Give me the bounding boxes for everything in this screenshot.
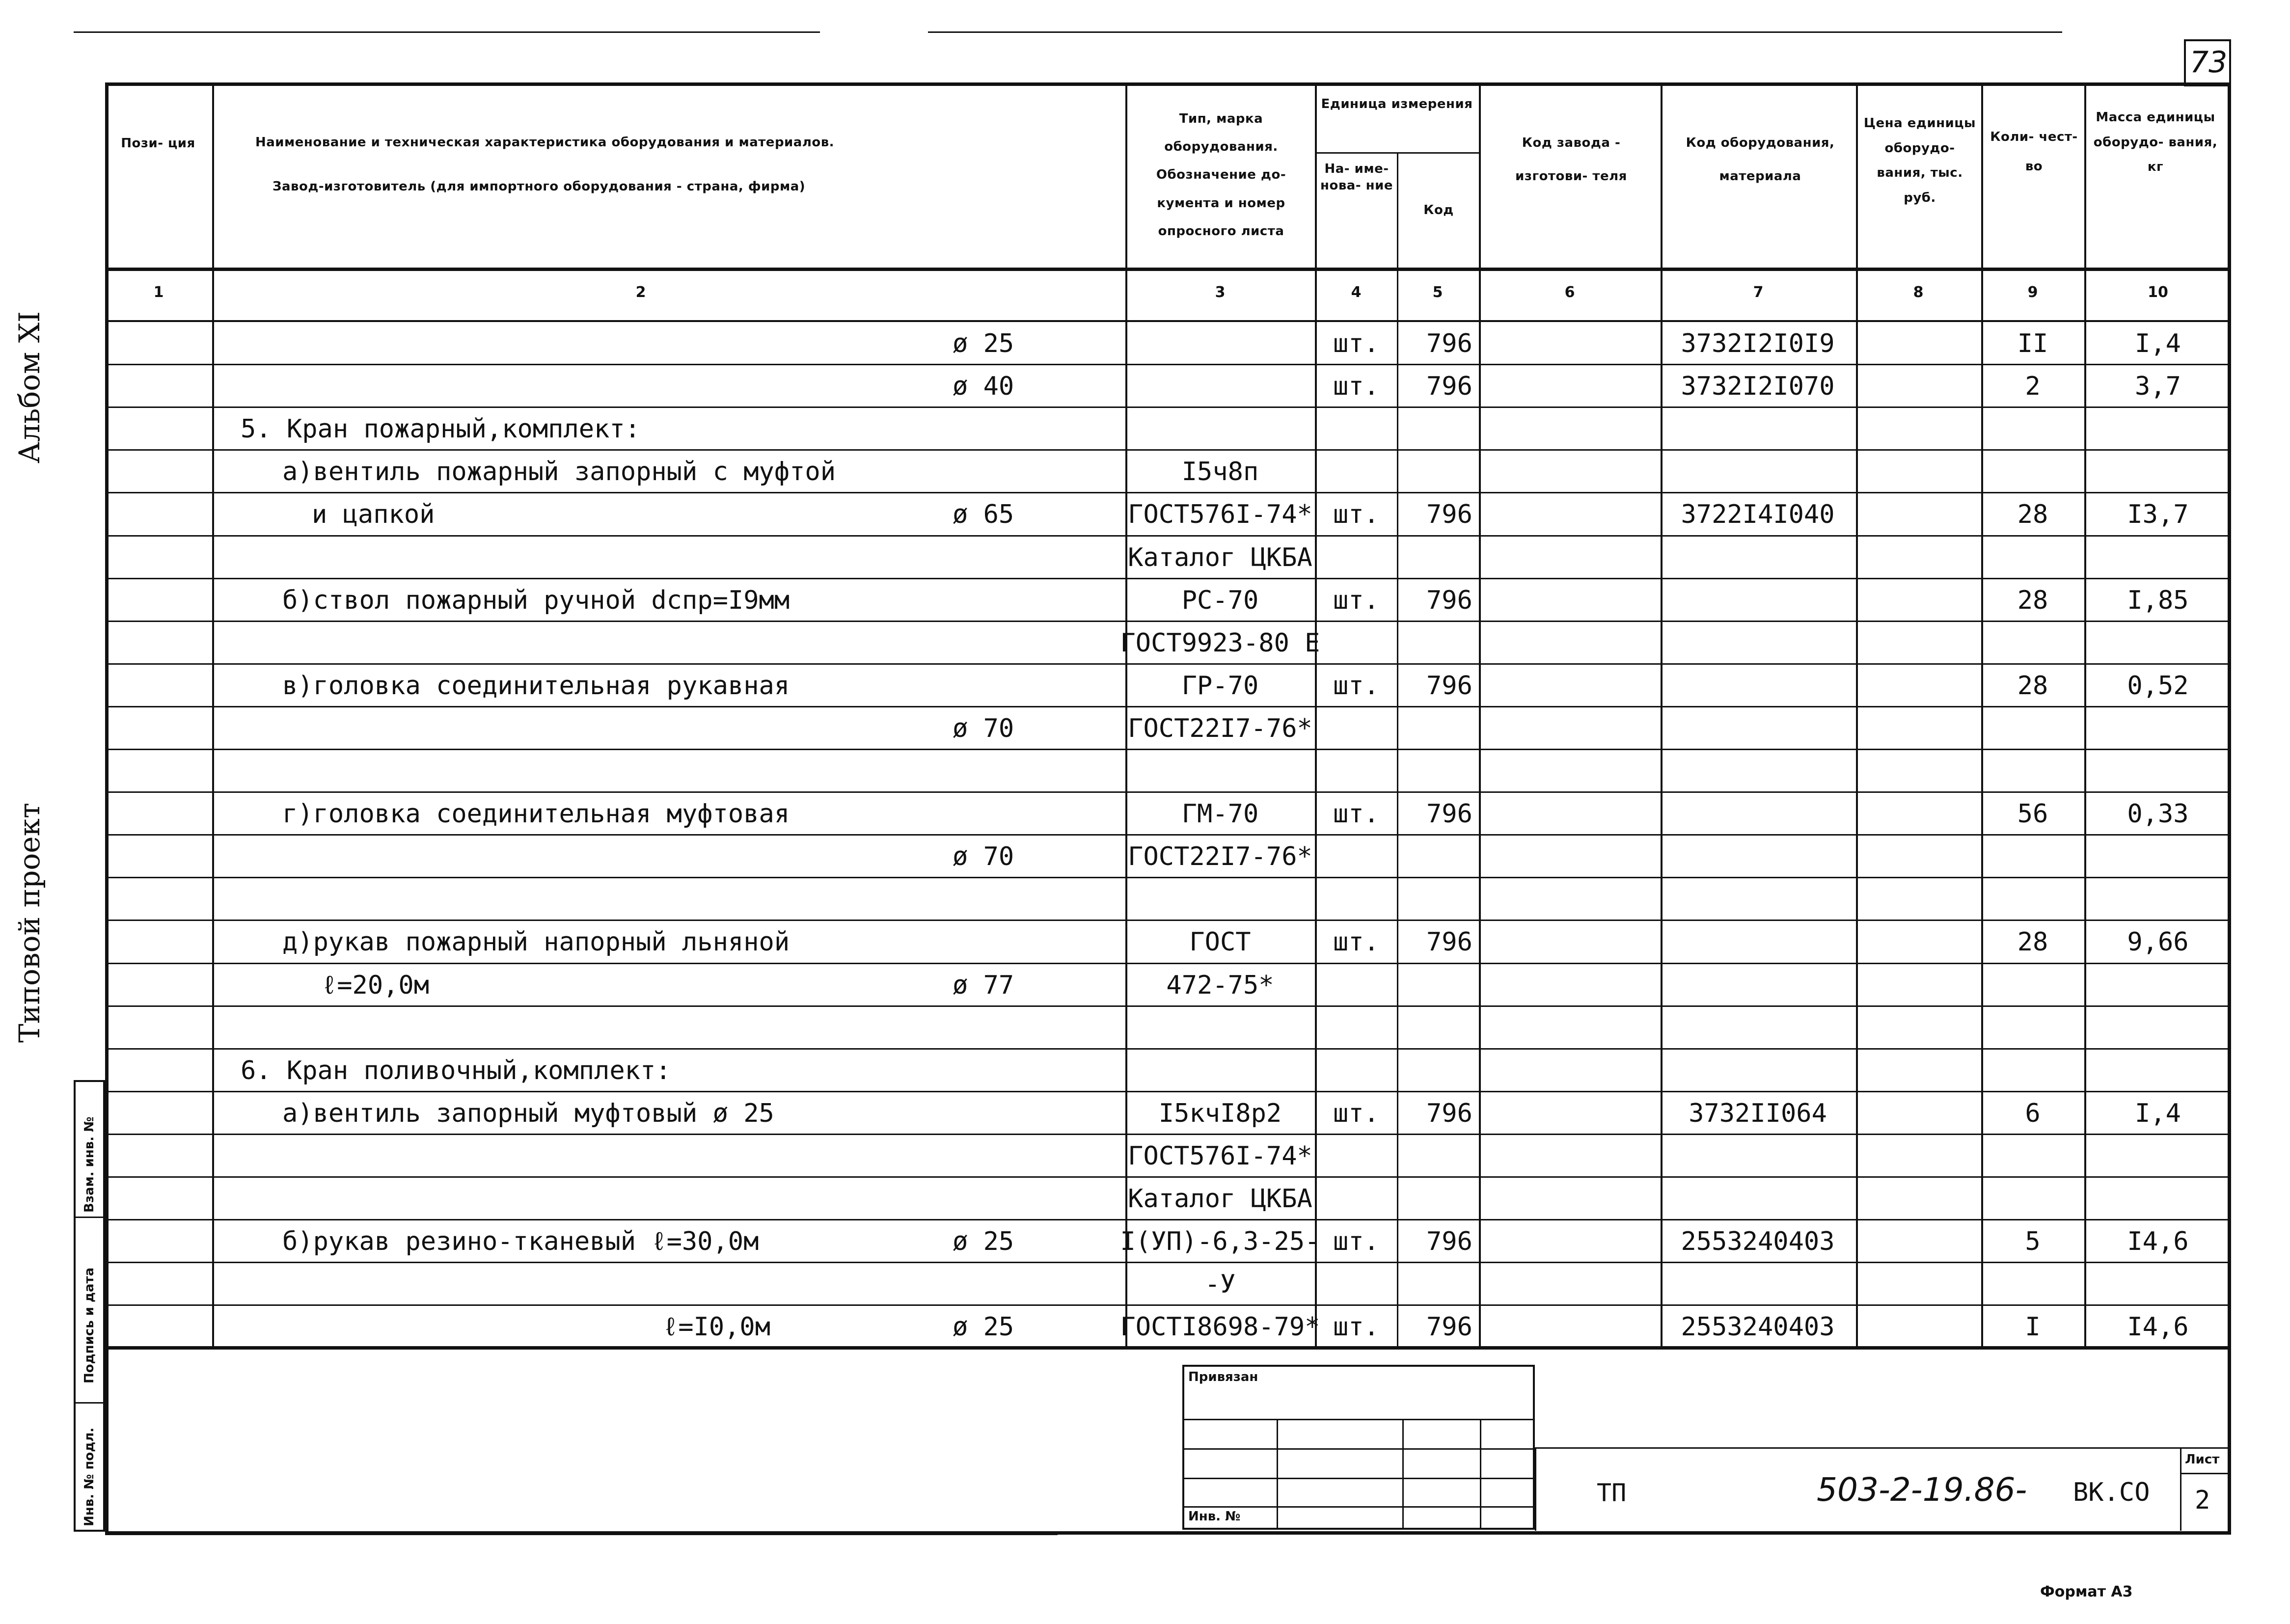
doc-code: 503-2-19.86- [1817,1471,2027,1509]
cell-code: 796 [1426,799,1472,829]
row-line [105,1134,2231,1135]
cell-type: I(УП)-6,3-25- [1120,1227,1320,1257]
cell-mass: 9,66 [2127,927,2189,957]
stamp-rule [1182,1478,1535,1479]
doc-suffix: ВК.СО [2073,1478,2150,1507]
cell-dia: ø 70 [953,842,1014,872]
top-rule-left [74,31,820,33]
header-unit-code: Код [1423,203,1454,217]
row-line [105,1048,2231,1050]
row-line [105,1262,2231,1263]
stamp-col [1277,1419,1278,1530]
col-line [1856,82,1858,1348]
colnum-10: 10 [2148,284,2168,301]
title-block-left [1535,1447,1536,1531]
stamp-col [1402,1419,1404,1530]
cell-name: б)ствол пожарный ручной dспр=I9мм [282,585,790,615]
header-mass: Масса единицы оборудо- вания, кг [2093,110,2218,175]
cell-code: 796 [1426,1227,1472,1257]
header-material-code: Код оборудования, материала [1686,135,1835,184]
stamp-privyazan: Привязан [1188,1370,1258,1384]
stamp-rule [1182,1448,1535,1450]
header-name-line1: Наименование и техническая характеристика оборудования и материалов. [255,135,835,150]
row-line [105,364,2231,365]
row-line [105,706,2231,707]
colnum-6: 6 [1564,284,1575,301]
colnum-bottom-rule [105,320,2231,322]
top-rule-right [928,31,2062,33]
cell-qty: II [2017,329,2048,358]
cell-mass: 0,33 [2127,799,2189,829]
colnum-8: 8 [1913,284,1924,301]
row-line [105,406,2231,408]
cell-unit: шт. [1333,799,1379,829]
header-name-line2: Завод-изготовитель (для импортного оборудования - страна, фирма) [273,179,806,194]
cell-dia: ø 25 [953,1227,1014,1257]
side-label-podpis: Подпись и дата [82,1267,97,1383]
cell-mass: I3,7 [2127,500,2189,530]
cell-name: а)вентиль запорный муфтовый ø 25 [282,1098,774,1128]
header-bottom-rule [105,268,2231,271]
sheet-rule [2180,1473,2231,1474]
stamp-rule [1182,1506,1535,1508]
cell-mat: 2553240403 [1681,1312,1835,1342]
col-line [1981,82,1983,1348]
col-line [1479,82,1481,1348]
row-line [105,1005,2231,1007]
header-maker-code: Код завода - изготови- теля [1515,135,1627,184]
cell-type: -У [1204,1270,1236,1299]
strip-divider [74,1402,105,1404]
colnum-4: 4 [1351,284,1362,301]
cell-mass: I,85 [2127,585,2189,615]
row-line [105,492,2231,493]
colnum-5: 5 [1432,284,1443,301]
cell-name: 6. Кран поливочный,комплект: [241,1056,671,1085]
cell-name: г)головка соединительная муфтовая [282,799,790,829]
cell-unit: шт. [1333,927,1379,957]
col-line [1661,82,1663,1348]
row-line [105,749,2231,750]
cell-type: 472-75* [1166,970,1274,1000]
cell-qty: 56 [2017,799,2048,829]
cell-type: ГМ-70 [1181,799,1259,829]
cell-qty: 2 [2025,372,2041,402]
cell-dia: ø 25 [953,329,1014,358]
side-label-inv-podl: Инв. № подл. [82,1427,97,1526]
cell-unit: шт. [1333,585,1379,615]
cell-mat: 3732II064 [1689,1098,1827,1128]
cell-type: ГОСТ9923-80 Е [1120,628,1320,658]
side-label-album: Альбом XI [13,311,46,463]
cell-dia: ø 70 [953,713,1014,743]
cell-dia: ø 77 [953,970,1014,1000]
cell-mass: 0,52 [2127,671,2189,701]
cell-type: I5ч8п [1181,457,1259,487]
bottom-rule [105,1534,1058,1535]
cell-qty: 6 [2025,1098,2041,1128]
header-quantity: Коли- чест- во [1990,130,2078,174]
cell-unit: шт. [1333,1098,1379,1128]
cell-name: б)рукав резино-тканевый ℓ=30,0м [282,1227,759,1257]
cell-mat: 2553240403 [1681,1227,1835,1257]
stamp-col [1480,1419,1481,1530]
row-line [105,1219,2231,1220]
cell-type: ГОСТI8698-79* [1120,1312,1320,1342]
cell-name: в)головка соединительная рукавная [282,671,790,701]
cell-qty: I [2025,1312,2041,1342]
cell-code: 796 [1426,1098,1472,1128]
cell-unit: шт. [1333,372,1379,402]
strip-divider [74,1217,105,1218]
colnum-1: 1 [153,284,164,301]
page-number: 73 [2190,45,2228,80]
cell-unit: шт. [1333,1227,1379,1257]
cell-name: д)рукав пожарный напорный льняной [282,927,790,957]
cell-code: 796 [1426,329,1472,358]
cell-name: а)вентиль пожарный запорный с муфтой [282,457,836,487]
stamp-rule [1182,1419,1535,1420]
row-line [105,963,2231,964]
cell-name: ℓ=I0,0м [663,1312,771,1342]
row-line [105,449,2231,451]
cell-qty: 28 [2017,671,2048,701]
page-number-box [2184,39,2231,86]
cell-type: ГОСТ576I-74* [1128,1141,1312,1171]
cell-qty: 5 [2025,1227,2041,1257]
header-position: Пози- ция [121,136,195,151]
cell-code: 796 [1426,1312,1472,1342]
cell-name: и цапкой [312,500,435,530]
title-block-top [1535,1447,2231,1449]
row-line [105,621,2231,622]
cell-qty: 28 [2017,927,2048,957]
cell-type: ГР-70 [1181,671,1259,701]
cell-type: ГОСТ22I7-76* [1128,713,1312,743]
row-line [105,578,2231,579]
sheet-col [2180,1447,2181,1531]
cell-type: I5кчI8р2 [1158,1098,1282,1128]
header-unit-name: На- име- нова- ние [1320,162,1393,193]
row-line [105,1091,2231,1092]
colnum-3: 3 [1215,284,1226,301]
cell-qty: 28 [2017,500,2048,530]
stamp-tp: ТП [1597,1479,1627,1507]
cell-name: ℓ=20,0м [322,970,430,1000]
row-line [105,791,2231,793]
row-line [105,1304,2231,1306]
header-price: Цена единицы оборудо- вания, тыс. руб. [1863,116,1976,206]
sheet-label: Лист [2185,1452,2220,1467]
cell-unit: шт. [1333,671,1379,701]
row-line [105,877,2231,878]
cell-type: ГОСТ576I-74* [1128,500,1312,530]
cell-type: ГОСТ22I7-76* [1128,842,1312,872]
row-line [105,535,2231,537]
cell-mat: 3722I4I040 [1681,500,1835,530]
row-line [105,834,2231,836]
cell-name: 5. Кран пожарный,комплект: [241,414,640,444]
cell-type: РС-70 [1181,585,1259,615]
stamp-inv-no: Инв. № [1188,1509,1241,1524]
cell-code: 796 [1426,671,1472,701]
sheet-number: 2 [2195,1486,2210,1515]
cell-code: 796 [1426,372,1472,402]
cell-type: Каталог ЦКБА [1128,542,1312,572]
header-unit-group: Единица измерения [1321,97,1473,111]
cell-type: ГОСТ [1189,927,1251,957]
cell-unit: шт. [1333,329,1379,358]
table-bottom-rule [105,1346,2231,1350]
side-label-project: Типовой проект [13,803,46,1043]
row-line [105,1176,2231,1178]
colnum-7: 7 [1753,284,1764,301]
cell-code: 796 [1426,585,1472,615]
approval-stamp [1182,1365,1535,1530]
format-label: Формат А3 [2040,1583,2133,1600]
cell-mass: I,4 [2135,329,2181,358]
cell-mass: I,4 [2135,1098,2181,1128]
cell-dia: ø 25 [953,1312,1014,1342]
colnum-9: 9 [2027,284,2038,301]
side-label-vzam: Взам. инв. № [82,1116,97,1213]
cell-code: 796 [1426,927,1472,957]
cell-mat: 3732I2I0I9 [1681,329,1835,358]
cell-mat: 3732I2I070 [1681,372,1835,402]
cell-unit: шт. [1333,500,1379,530]
cell-mass: I4,6 [2127,1312,2189,1342]
cell-type: Каталог ЦКБА [1128,1184,1312,1214]
cell-code: 796 [1426,500,1472,530]
cell-mass: I4,6 [2127,1227,2189,1257]
cell-dia: ø 65 [953,500,1014,530]
cell-dia: ø 40 [953,372,1014,402]
row-line [105,663,2231,665]
colnum-2: 2 [635,284,646,301]
col-line [212,82,214,1348]
col-line [2084,82,2086,1348]
cell-unit: шт. [1333,1312,1379,1342]
row-line [105,920,2231,921]
header-type: Тип, марка оборудования. Обозначение до- кумента и номер опросного листа [1156,111,1286,239]
cell-qty: 28 [2017,585,2048,615]
cell-mass: 3,7 [2135,372,2181,402]
